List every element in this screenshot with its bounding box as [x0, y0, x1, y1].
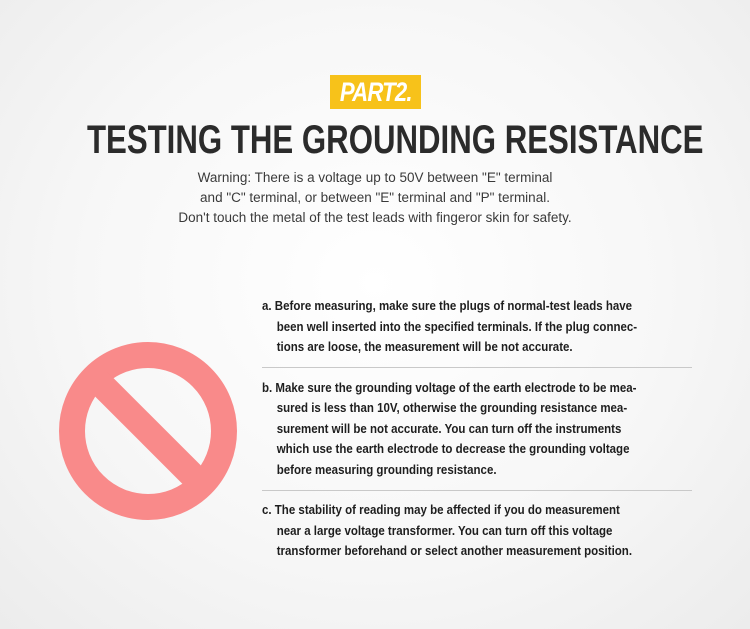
item-line: a. Before measuring, make sure the plugs of normal-test leads have [262, 299, 633, 313]
item-line: sured is less than 10V, otherwise the grounding resistance mea- [276, 401, 628, 415]
no-entry-sign-icon [56, 339, 240, 523]
page-title-text: TESTING THE GROUNDING RESISTANCE [86, 118, 704, 162]
item-line: surement will be not accurate. You can turn off the instruments [276, 421, 622, 436]
item-line: b. Make sure the grounding voltage of the earth electrode to be mea- [262, 380, 637, 395]
warning-text [0, 168, 750, 228]
warning-line: Don't touch the metal of the test leads with fingeror skin for safety. [178, 210, 572, 225]
divider [262, 490, 692, 491]
part-badge [330, 75, 421, 109]
item-line: been well inserted into the specified terminals. If the plug connec- [276, 319, 638, 334]
item-line: before measuring grounding resistance. [276, 462, 497, 477]
part-badge-label: PART2. [339, 76, 412, 107]
list-item [262, 500, 692, 562]
item-line: c. The stability of reading may be affected if you do measurement [262, 503, 620, 517]
item-line: transformer beforehand or select another measurement position. [276, 544, 633, 558]
warning-line: and "C" terminal, or between "E" terminal and "P" terminal. [200, 190, 550, 205]
warning-line: Warning: There is a voltage up to 50V between "E" terminal [197, 170, 553, 185]
page-title [0, 118, 750, 163]
item-line: near a large voltage transformer. You can turn off this voltage [276, 523, 613, 538]
item-line: tions are loose, the measurement will be not accurate. [276, 340, 573, 354]
list-item [262, 378, 692, 481]
instruction-list [262, 296, 692, 562]
list-item [262, 296, 692, 358]
divider [262, 367, 692, 368]
item-line: which use the earth electrode to decrease the grounding voltage [276, 442, 630, 456]
